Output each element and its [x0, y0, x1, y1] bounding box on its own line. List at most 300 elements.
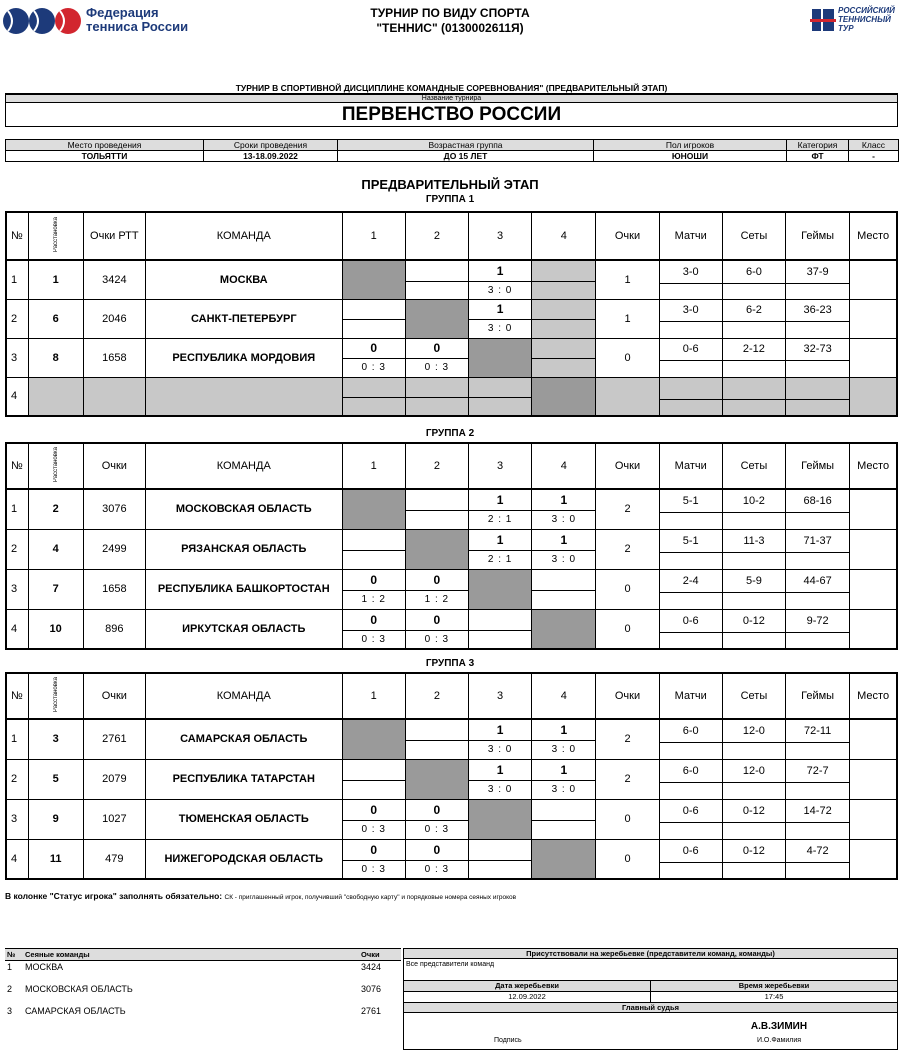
result-cell-body: [532, 610, 595, 649]
result-cell-body: [532, 261, 595, 299]
result-score: 0 : 3: [361, 824, 386, 836]
team-score: 0: [596, 609, 659, 649]
stat-games: [786, 799, 850, 839]
result-cell: [342, 299, 405, 338]
stat-matches: [659, 489, 722, 529]
place-cell: [850, 489, 897, 529]
seed-pts: 2761: [361, 1005, 382, 1016]
seed-position: 6: [28, 299, 83, 338]
result-cell-body: [469, 530, 531, 569]
result-score: [343, 781, 405, 799]
result-cell-body: [469, 570, 531, 609]
seed-pts: 3424: [361, 962, 382, 972]
result-cell-body: [532, 800, 595, 839]
stat-value: 72-7: [786, 760, 849, 783]
column-header: Геймы: [786, 212, 850, 260]
player-status-note: [5, 891, 516, 901]
team-name: РЕСПУБЛИКА БАШКОРТОСТАН: [145, 569, 342, 609]
seeds-header-team: Сеяные команды: [23, 949, 359, 961]
column-header: 4: [532, 443, 596, 489]
column-header: Сеты: [722, 212, 785, 260]
tournament-name-caption: Название турнира: [6, 95, 897, 103]
result-wins: 1: [532, 530, 595, 551]
result-cell: [405, 489, 468, 529]
result-cell: [469, 377, 532, 416]
result-score: 1 : 2: [424, 594, 450, 606]
result-cell-body: [406, 570, 468, 609]
stat-empty: [723, 322, 785, 337]
column-header: 3: [469, 212, 532, 260]
stat-empty: [660, 743, 722, 758]
stat-empty: [786, 633, 849, 648]
stat-value: 14-72: [786, 800, 849, 823]
result-score: 0 : 3: [424, 863, 450, 875]
stat-sets: [722, 338, 785, 377]
stat-empty: [723, 513, 785, 528]
column-header: Очки: [596, 443, 659, 489]
result-cell-body: [469, 300, 531, 338]
result-cell: [532, 489, 596, 529]
stat-value: 0-12: [723, 800, 785, 823]
result-cell: [469, 609, 532, 649]
stat-cell: [660, 530, 722, 569]
rating-points: 1027: [83, 799, 145, 839]
stat-cell: [723, 378, 785, 416]
stat-cell: [723, 261, 785, 299]
result-cell-body: [343, 300, 405, 338]
stat-games: [786, 759, 850, 799]
draw-present-caption: Присутствовали на жеребьевке (представители команд, команды): [404, 949, 897, 959]
seed-position: [28, 377, 83, 416]
seeded-teams-table: [5, 948, 401, 1027]
place-cell: [850, 377, 897, 416]
row-number: 3: [6, 569, 28, 609]
result-cell-body: [469, 339, 531, 377]
stat-matches: [659, 759, 722, 799]
stat-empty: [786, 783, 849, 799]
result-cell-body: [469, 261, 531, 299]
result-cell-body: [469, 378, 531, 416]
stat-cell: [660, 378, 722, 416]
federation-name-line2: тенниса России: [86, 19, 189, 34]
column-header: 4: [532, 673, 596, 719]
stat-value: 5-1: [660, 490, 722, 513]
column-header-seed: Расстановка: [52, 676, 59, 713]
seed-position: 8: [28, 338, 83, 377]
result-wins: 0: [343, 800, 405, 821]
info-caption-age: Возрастная группа: [338, 140, 594, 151]
team-name: РЯЗАНСКАЯ ОБЛАСТЬ: [145, 529, 342, 569]
team-name: МОСКВА: [145, 260, 342, 299]
result-cell: [532, 299, 596, 338]
stat-sets: [722, 529, 785, 569]
rating-points: 896: [83, 609, 145, 649]
team-score: 2: [596, 529, 659, 569]
column-header: Матчи: [659, 673, 722, 719]
result-wins: 0: [343, 570, 405, 591]
result-wins: 0: [343, 840, 405, 861]
stat-games: [786, 338, 850, 377]
stat-value: 5-1: [660, 530, 722, 553]
stat-matches: [659, 377, 722, 416]
stat-value: 0-6: [660, 610, 722, 633]
result-score: 1 : 2: [361, 594, 386, 606]
result-score: 3 : 0: [487, 323, 513, 335]
result-cell: [342, 609, 405, 649]
team-score: 2: [596, 759, 659, 799]
stat-value: 71-37: [786, 530, 849, 553]
result-wins: [406, 720, 468, 741]
judge-block: [404, 1013, 897, 1049]
stat-cell: [786, 720, 849, 759]
result-wins: [343, 530, 405, 551]
group-header-row: [6, 212, 897, 260]
column-header: Очки: [596, 673, 659, 719]
stat-sets: [722, 839, 785, 879]
result-cell: [342, 759, 405, 799]
stat-value: 2-12: [723, 339, 785, 362]
result-cell-body: [532, 339, 595, 377]
stat-games: [786, 299, 850, 338]
seed-row: [5, 1005, 401, 1027]
result-cell: [532, 377, 596, 416]
stat-empty: [786, 823, 849, 839]
info-caption-venue: Место проведения: [6, 140, 204, 151]
group-header-row: [6, 443, 897, 489]
rating-points: 479: [83, 839, 145, 879]
seed-position: 4: [28, 529, 83, 569]
result-cell-body: [343, 490, 405, 529]
draw-present-value: Все представители команд: [404, 959, 897, 981]
seeds-header-no: №: [5, 949, 23, 961]
result-cell: [469, 529, 532, 569]
result-wins: [469, 840, 531, 861]
result-wins: 1: [469, 760, 531, 781]
stat-cell: [786, 261, 849, 299]
result-cell: [532, 260, 596, 299]
team-score: 2: [596, 489, 659, 529]
team-name: МОСКОВСКАЯ ОБЛАСТЬ: [145, 489, 342, 529]
column-header: Сеты: [722, 673, 785, 719]
stat-cell: [660, 570, 722, 609]
judge-caption: Главный судья: [404, 1003, 897, 1013]
result-cell-body: [532, 490, 595, 529]
stat-value: 36-23: [786, 300, 849, 323]
stat-cell: [723, 300, 785, 338]
result-cell-body: [343, 840, 405, 879]
result-cell: [405, 377, 468, 416]
stat-value: 9-72: [786, 610, 849, 633]
result-cell: [405, 719, 468, 759]
result-score: [343, 320, 405, 337]
info-category: ФТ: [787, 151, 849, 162]
result-cell-body: [469, 610, 531, 649]
rating-points: 2499: [83, 529, 145, 569]
info-age: ДО 15 ЛЕТ: [338, 151, 594, 162]
result-cell-body: [343, 261, 405, 299]
seed-position: 9: [28, 799, 83, 839]
result-cell: [342, 839, 405, 879]
result-cell-body: [343, 760, 405, 799]
stat-empty: [786, 593, 849, 609]
draw-info-box: [403, 948, 898, 1050]
judge-name-label: И.О.Фамилия: [756, 1037, 802, 1044]
row-number: 2: [6, 529, 28, 569]
result-cell-body: [406, 760, 468, 799]
rtt-line3: ТУР: [838, 24, 854, 33]
result-cell: [405, 609, 468, 649]
column-header: №: [6, 212, 28, 260]
result-cell-body: [406, 720, 468, 759]
stat-games: [786, 529, 850, 569]
result-cell: [469, 569, 532, 609]
result-cell-body: [406, 300, 468, 338]
federation-name-line1: Федерация: [86, 5, 159, 20]
team-row: [6, 839, 897, 879]
stat-cell: [786, 339, 849, 377]
row-number: 1: [6, 489, 28, 529]
column-header: 3: [469, 673, 532, 719]
result-score: [532, 359, 595, 376]
seed-position: 5: [28, 759, 83, 799]
result-cell-body: [469, 800, 531, 839]
result-cell: [342, 799, 405, 839]
team-row: [6, 569, 897, 609]
info-class: -: [849, 151, 899, 162]
column-header: КОМАНДА: [145, 212, 342, 260]
result-cell: [532, 719, 596, 759]
note-bold: В колонке "Статус игрока" заполнять обязательно:: [5, 891, 223, 901]
stat-value: 68-16: [786, 490, 849, 513]
result-score: 3 : 0: [487, 784, 513, 796]
stat-value: 11-3: [723, 530, 785, 553]
stat-sets: [722, 377, 785, 416]
team-name: САМАРСКАЯ ОБЛАСТЬ: [145, 719, 342, 759]
stat-value: 3-0: [660, 300, 722, 323]
column-header: [28, 443, 83, 489]
stat-cell: [723, 760, 785, 799]
column-header-seed: Расстановка: [52, 216, 59, 253]
place-cell: [850, 299, 897, 338]
stat-value: 10-2: [723, 490, 785, 513]
stat-value: 0-12: [723, 840, 785, 863]
stat-empty: [660, 284, 722, 299]
rtt-line2: ТЕННИСНЫЙ: [838, 15, 891, 24]
row-number: 2: [6, 299, 28, 338]
stat-cell: [723, 840, 785, 879]
stat-value: 6-0: [660, 720, 722, 743]
result-wins: [343, 300, 405, 321]
stat-value: 2-4: [660, 570, 722, 593]
stat-value: 72-11: [786, 720, 849, 743]
result-cell: [405, 839, 468, 879]
result-cell: [532, 338, 596, 377]
info-caption-class: Класс: [849, 140, 899, 151]
stat-cell: [786, 610, 849, 649]
draw-date: 12.09.2022: [508, 992, 546, 1001]
judge-name: А.В.ЗИМИН: [750, 1021, 808, 1032]
result-score: [343, 398, 405, 415]
result-cell-body: [406, 378, 468, 416]
team-name: РЕСПУБЛИКА ТАТАРСТАН: [145, 759, 342, 799]
result-cell: [469, 299, 532, 338]
stat-empty: [723, 553, 785, 569]
stat-sets: [722, 799, 785, 839]
result-score: [406, 282, 468, 299]
result-cell-body: [406, 610, 468, 649]
team-row: [6, 338, 897, 377]
result-cell: [405, 338, 468, 377]
team-score: 0: [596, 338, 659, 377]
note-small: СК - приглашенный игрок, получивший "свободную карту" и порядковые номера сеяных игроков: [224, 894, 517, 901]
result-cell: [532, 839, 596, 879]
rtt-logo: [808, 4, 900, 40]
place-cell: [850, 719, 897, 759]
stat-matches: [659, 799, 722, 839]
stat-value: 44-67: [786, 570, 849, 593]
result-cell: [405, 299, 468, 338]
stat-value: 32-73: [786, 339, 849, 362]
stat-cell: [660, 339, 722, 377]
result-score: [406, 741, 468, 758]
stat-cell: [786, 800, 849, 839]
place-cell: [850, 529, 897, 569]
stat-empty: [786, 513, 849, 528]
result-cell: [405, 569, 468, 609]
stat-empty: [660, 553, 722, 569]
result-score: [469, 398, 531, 415]
tennis-balls-icon: [2, 6, 82, 36]
column-header: Матчи: [659, 443, 722, 489]
stat-empty: [723, 400, 785, 415]
tournament-name: ПЕРВЕНСТВО РОССИИ: [341, 104, 562, 125]
seed-row: [5, 961, 401, 983]
stat-value: 6-0: [723, 261, 785, 284]
row-number: 3: [6, 338, 28, 377]
place-cell: [850, 799, 897, 839]
result-wins: [532, 339, 595, 360]
column-header: 2: [405, 443, 468, 489]
stat-empty: [660, 783, 722, 799]
rating-points: 1658: [83, 569, 145, 609]
seed-position: 2: [28, 489, 83, 529]
seed-position: 1: [28, 260, 83, 299]
stat-cell: [723, 490, 785, 529]
team-row: [6, 260, 897, 299]
result-score: 0 : 3: [424, 362, 450, 374]
result-wins: 1: [469, 720, 531, 741]
info-caption-category: Категория: [787, 140, 849, 151]
stat-matches: [659, 299, 722, 338]
result-wins: 0: [406, 570, 468, 591]
stat-value: 0-6: [660, 840, 722, 863]
rtt-logo-icon: [810, 6, 836, 36]
stat-sets: [722, 569, 785, 609]
seed-position: 11: [28, 839, 83, 879]
seed-position: 7: [28, 569, 83, 609]
result-score: [532, 282, 595, 299]
result-cell-body: [532, 720, 595, 759]
team-name: ТЮМЕНСКАЯ ОБЛАСТЬ: [145, 799, 342, 839]
column-header: Место: [850, 443, 897, 489]
stat-empty: [660, 361, 722, 376]
result-cell-body: [406, 339, 468, 377]
seed-position: 10: [28, 609, 83, 649]
result-wins: [532, 570, 595, 591]
seed-no: 3: [7, 1005, 13, 1016]
result-wins: [469, 610, 531, 631]
stat-cell: [660, 760, 722, 799]
result-cell: [342, 569, 405, 609]
result-wins: [343, 760, 405, 781]
result-wins: [469, 378, 531, 399]
result-cell: [469, 338, 532, 377]
group-title: ГРУППА 1: [425, 194, 475, 205]
stage-title: ПРЕДВАРИТЕЛЬНЫЙ ЭТАП: [361, 177, 539, 192]
draw-time: 17:45: [650, 992, 897, 1002]
stat-games: [786, 719, 850, 759]
group-table: [5, 211, 898, 417]
team-score: 0: [596, 569, 659, 609]
team-name: НИЖЕГОРОДСКАЯ ОБЛАСТЬ: [145, 839, 342, 879]
result-cell: [532, 529, 596, 569]
column-header: [28, 212, 83, 260]
stat-cell: [660, 840, 722, 879]
team-name: САНКТ-ПЕТЕРБУРГ: [145, 299, 342, 338]
result-cell-body: [343, 570, 405, 609]
team-name: ИРКУТСКАЯ ОБЛАСТЬ: [145, 609, 342, 649]
stat-empty: [660, 593, 722, 609]
stat-matches: [659, 839, 722, 879]
team-row: [6, 489, 897, 529]
result-score: 3 : 0: [551, 554, 577, 566]
result-score: 3 : 0: [551, 744, 577, 756]
result-score: [406, 511, 468, 528]
stat-empty: [723, 783, 785, 799]
result-score: 0 : 3: [361, 633, 386, 645]
stat-cell: [786, 760, 849, 799]
rating-points: 2761: [83, 719, 145, 759]
seed-no: 1: [7, 962, 13, 972]
stat-empty: [723, 743, 785, 758]
stat-cell: [723, 570, 785, 609]
result-cell: [532, 799, 596, 839]
column-header: Очки: [596, 212, 659, 260]
rating-points: 3424: [83, 260, 145, 299]
stat-matches: [659, 569, 722, 609]
result-cell-body: [406, 261, 468, 299]
result-wins: 0: [406, 800, 468, 821]
column-header: №: [6, 673, 28, 719]
result-wins: [532, 261, 595, 282]
column-header: 2: [405, 673, 468, 719]
result-score: [532, 591, 595, 609]
stat-games: [786, 839, 850, 879]
result-cell: [469, 719, 532, 759]
info-caption-gender: Пол игроков: [594, 140, 787, 151]
result-cell: [405, 799, 468, 839]
column-header: КОМАНДА: [145, 443, 342, 489]
column-header: КОМАНДА: [145, 673, 342, 719]
result-cell-body: [406, 800, 468, 839]
stat-empty: [723, 823, 785, 839]
stat-empty: [786, 863, 849, 878]
result-wins: 1: [469, 261, 531, 282]
result-score: [469, 861, 531, 878]
seed-team: САМАРСКАЯ ОБЛАСТЬ: [25, 1005, 126, 1016]
result-cell: [469, 489, 532, 529]
stat-value: 0-12: [723, 610, 785, 633]
